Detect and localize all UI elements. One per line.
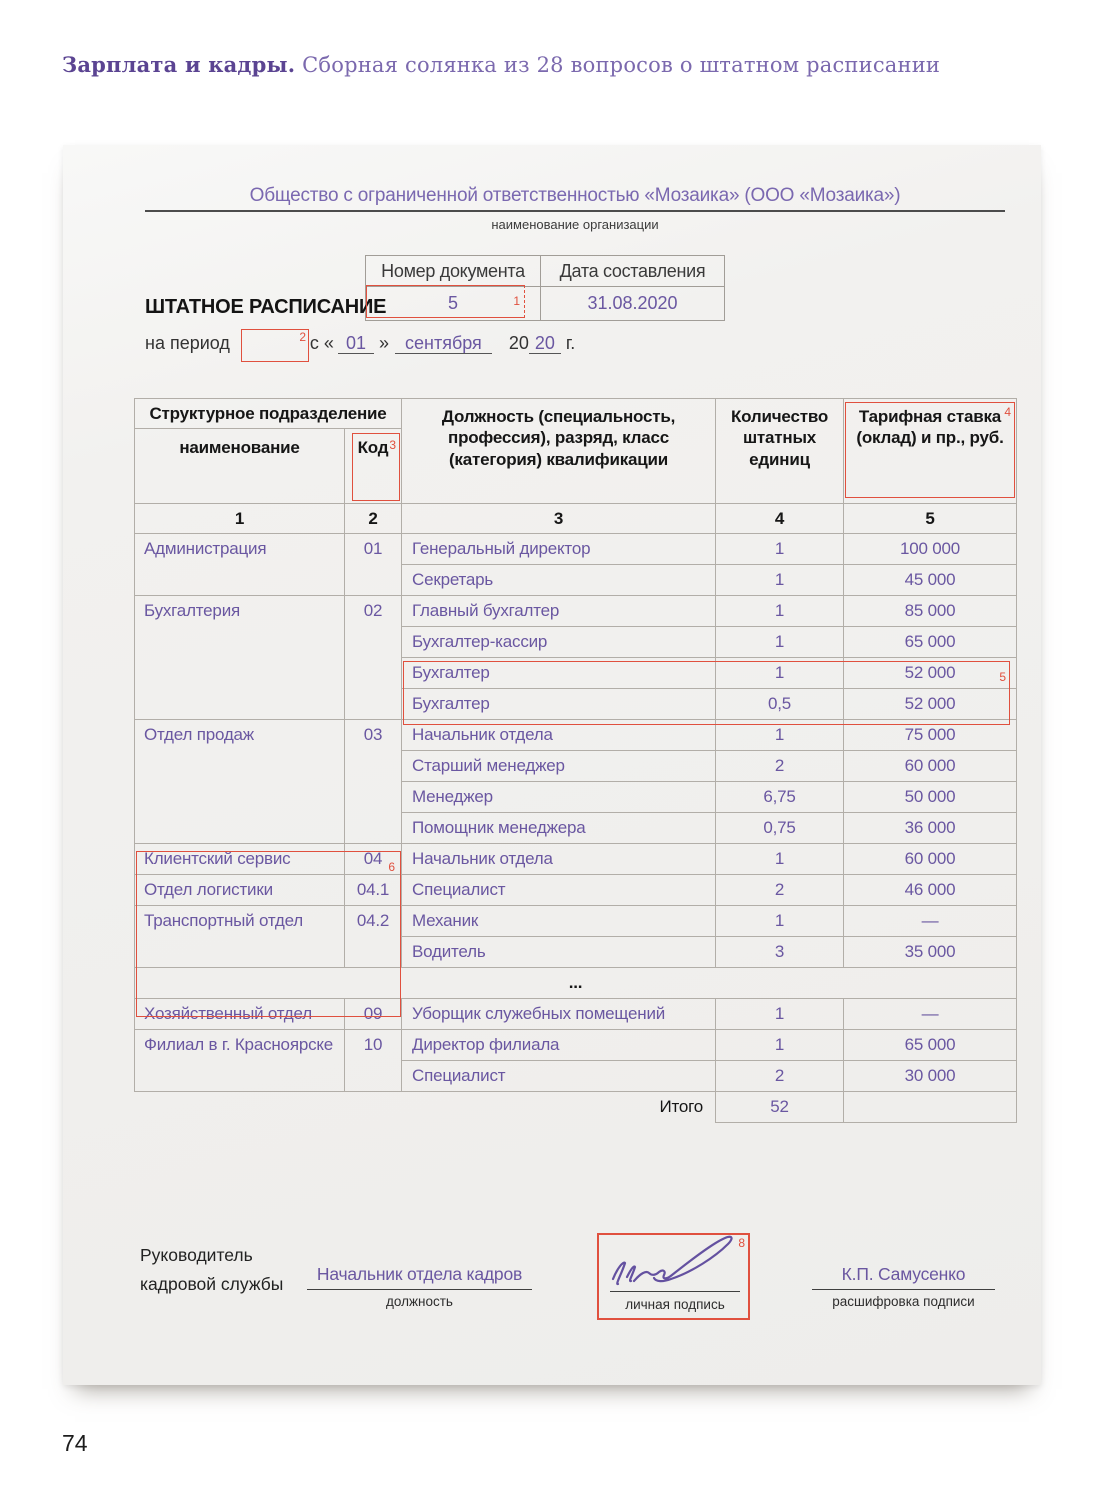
rate-cell: 52 000 [844, 658, 1017, 689]
annotation-label: 1 [513, 294, 520, 308]
position-cell: Начальник отдела [402, 720, 716, 751]
column-number-row [135, 504, 1017, 534]
annotation-label: 8 [738, 1236, 745, 1250]
organization-block [145, 185, 1005, 232]
dept-cell: Администрация [135, 534, 345, 596]
header-rate: Тарифная ставка (оклад) и пр., руб. [844, 399, 1017, 504]
signer-role-line2: кадровой службы [140, 1274, 284, 1294]
rate-cell: 60 000 [844, 751, 1017, 782]
qty-cell: 2 [716, 1061, 844, 1092]
rate-cell: 100 000 [844, 534, 1017, 565]
dept-cell: Бухгалтерия [135, 596, 345, 720]
dept-cell: Транспортный отдел [135, 906, 345, 968]
position-cell: Бухгалтер [402, 658, 716, 689]
header-structural-division: Структурное подразделение [135, 399, 402, 429]
position-cell: Секретарь [402, 565, 716, 596]
table-header-row-1 [135, 399, 1017, 429]
close-quote: » [378, 333, 389, 353]
annotation-label: 4 [1004, 405, 1011, 419]
position-cell: Помощник менеджера [402, 813, 716, 844]
table-row [135, 596, 1017, 627]
position-cell: Водитель [402, 937, 716, 968]
qty-cell: 0,5 [716, 689, 844, 720]
header-code: Код [345, 429, 402, 504]
magazine-title: Зарплата и кадры. [62, 52, 296, 77]
dept-cell: Хозяйственный отдел [135, 999, 345, 1030]
dept-cell: Отдел логистики [135, 875, 345, 906]
open-quote: « [323, 333, 334, 353]
doc-info-value-row [366, 287, 725, 321]
position-caption: должность [386, 1294, 453, 1309]
ellipsis-cell: ... [135, 968, 1017, 999]
table-row [135, 999, 1017, 1030]
name-caption: расшифровка подписи [832, 1294, 975, 1309]
position-cell: Директор филиала [402, 1030, 716, 1061]
rate-cell: 75 000 [844, 720, 1017, 751]
doc-date-value: 31.08.2020 [541, 287, 725, 321]
organization-name: Общество с ограниченной ответственностью «Мозаика» (ООО «Мозаика») [145, 185, 1005, 212]
signer-role-line1: Руководитель [140, 1245, 253, 1265]
position-cell: Бухгалтер-кассир [402, 627, 716, 658]
position-field [307, 1264, 532, 1309]
position-cell: Уборщик служебных помещений [402, 999, 716, 1030]
rate-cell: 65 000 [844, 1030, 1017, 1061]
rate-cell: 45 000 [844, 565, 1017, 596]
position-cell: Начальник отдела [402, 844, 716, 875]
rate-cell: — [844, 906, 1017, 937]
qty-cell: 1 [716, 627, 844, 658]
annotation-label: 6 [388, 860, 395, 874]
period-month: сентября [395, 333, 492, 354]
code-cell: 04.2 [345, 906, 402, 968]
period-century: 20 [508, 333, 529, 353]
header-position: Должность (специальность, профессия), разряд, класс (категория) квалификации [402, 399, 716, 504]
qty-cell: 1 [716, 565, 844, 596]
code-cell: 01 [345, 534, 402, 596]
qty-cell: 6,75 [716, 782, 844, 813]
qty-cell: 2 [716, 875, 844, 906]
position-value: Начальник отдела кадров [307, 1264, 532, 1290]
document-info-table [365, 255, 725, 321]
signature-line [610, 1291, 740, 1292]
period-suffix: г. [565, 333, 576, 353]
column-number: 4 [716, 504, 844, 534]
qty-cell: 1 [716, 906, 844, 937]
column-number: 1 [135, 504, 345, 534]
position-cell: Механик [402, 906, 716, 937]
magazine-running-head [62, 52, 940, 77]
rate-cell: 30 000 [844, 1061, 1017, 1092]
doc-number-header: Номер документа [366, 256, 541, 287]
total-label: Итого [659, 1097, 703, 1117]
qty-cell: 1 [716, 1030, 844, 1061]
code-cell: 03 [345, 720, 402, 844]
ellipsis-row [135, 968, 1017, 999]
document-card [63, 145, 1041, 1385]
staffing-table [134, 398, 1017, 1123]
column-number: 5 [844, 504, 1017, 534]
code-cell: 02 [345, 596, 402, 720]
position-cell: Главный бухгалтер [402, 596, 716, 627]
position-cell: Генеральный директор [402, 534, 716, 565]
annotation-label: 3 [389, 438, 396, 452]
qty-cell: 3 [716, 937, 844, 968]
position-cell: Менеджер [402, 782, 716, 813]
page-number: 74 [62, 1430, 88, 1456]
header-staff-units: Количество штатных единиц [716, 399, 844, 504]
total-rate-cell [844, 1092, 1017, 1123]
doc-date-header: Дата составления [541, 256, 725, 287]
code-cell: 04 [345, 844, 402, 875]
rate-cell: 35 000 [844, 937, 1017, 968]
column-number: 3 [402, 504, 716, 534]
doc-info-header-row [366, 256, 725, 287]
dept-cell: Клиентский сервис [135, 844, 345, 875]
position-cell: Специалист [402, 875, 716, 906]
code-cell: 10 [345, 1030, 402, 1092]
rate-cell: 36 000 [844, 813, 1017, 844]
handwritten-signature [607, 1231, 739, 1289]
signer-role [140, 1241, 283, 1299]
qty-cell: 1 [716, 844, 844, 875]
signature-caption: личная подпись [625, 1297, 725, 1312]
table-row [135, 875, 1017, 906]
article-title: Сборная солянка из 28 вопросов о штатном расписании [295, 53, 941, 77]
code-cell: 04.1 [345, 875, 402, 906]
dept-cell: Филиал в г. Красноярске [135, 1030, 345, 1092]
document-title: ШТАТНОЕ РАСПИСАНИЕ [145, 296, 387, 318]
position-cell: Бухгалтер [402, 689, 716, 720]
header-name: наименование [135, 429, 345, 504]
annotation-label: 5 [999, 670, 1006, 684]
table-row [135, 1030, 1017, 1061]
column-number: 2 [345, 504, 402, 534]
rate-cell: 52 000 [844, 689, 1017, 720]
period-conj: с [309, 333, 319, 353]
qty-cell: 2 [716, 751, 844, 782]
qty-cell: 1 [716, 720, 844, 751]
name-field [812, 1264, 995, 1309]
doc-number-value: 5 [366, 287, 541, 321]
qty-cell: 1 [716, 534, 844, 565]
total-row [135, 1092, 1017, 1123]
code-cell: 09 [345, 999, 402, 1030]
rate-cell: 60 000 [844, 844, 1017, 875]
rate-cell: 85 000 [844, 596, 1017, 627]
period-blank-field [242, 330, 298, 349]
table-row [135, 844, 1017, 875]
period-year: 20 [529, 333, 561, 354]
table-row [135, 534, 1017, 565]
position-cell: Старший менеджер [402, 751, 716, 782]
rate-cell: 65 000 [844, 627, 1017, 658]
rate-cell: 50 000 [844, 782, 1017, 813]
table-row [135, 720, 1017, 751]
qty-cell: 1 [716, 658, 844, 689]
table-row [135, 906, 1017, 937]
rate-cell: 46 000 [844, 875, 1017, 906]
period-prefix: на период [145, 333, 230, 353]
position-cell: Специалист [402, 1061, 716, 1092]
qty-cell: 1 [716, 596, 844, 627]
organization-caption: наименование организации [491, 217, 659, 232]
period-day: 01 [338, 333, 374, 354]
total-qty-cell: 52 [716, 1092, 844, 1123]
qty-cell: 1 [716, 999, 844, 1030]
qty-cell: 0,75 [716, 813, 844, 844]
signer-name: К.П. Самусенко [812, 1264, 995, 1290]
rate-cell: — [844, 999, 1017, 1030]
period-line [145, 330, 575, 354]
dept-cell: Отдел продаж [135, 720, 345, 844]
annotation-label: 2 [299, 330, 306, 344]
